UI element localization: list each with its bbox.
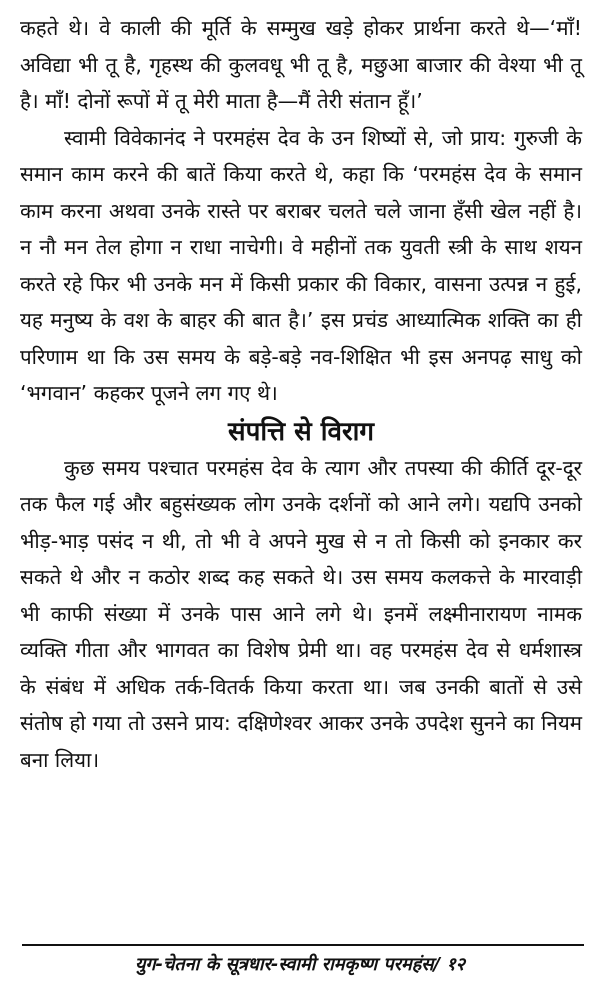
section-heading: संपत्ति से विराग bbox=[228, 416, 374, 447]
paragraph-1: कहते थे। वे काली की मूर्ति के सम्मुख खड़े होकर प्रार्थना करते थे—‘माँ! अविद्या भी तू है, गृहस्थ की कुलवधू भी तू है, मछुआ बाजार की वेश्या भी तू है। माँ! दोनों रूपों में तू मेरी माता है—मैं तेरी संतान हूँ।’ bbox=[20, 16, 582, 113]
footer-divider bbox=[22, 944, 584, 946]
page-body bbox=[20, 10, 582, 778]
paragraph-3: कुछ समय पश्चात परमहंस देव के त्याग और तपस्या की कीर्ति दूर-दूर तक फैल गई और बहुसंख्यक लोग उनके दर्शनों को आने लगे। यद्यपि उनको भीड़-भाड़ पसंद न थी, तो भी वे अपने मुख से न तो किसी को इनकार कर सकते थे और न कठोर शब्द कह सकते थे। उस समय कलकत्ते के मारवाड़ी भी काफी संख्या में उनके पास आने लगे थे। इनमें लक्ष्मीनारायण नामक व्यक्ति गीता और भागवत का विशेष प्रेमी था। वह परमहंस देव से धर्मशास्त्र के संबंध में अधिक तर्क-वितर्क किया करता था। जब उनकी बातों से उसे संतोष हो गया तो उसने प्राय: दक्षिणेश्वर आकर उनके उपदेश सुनने का नियम बना लिया। bbox=[20, 455, 582, 772]
page-footer: युग-चेतना के सूत्रधार-स्वामी रामकृष्ण परमहंस/ १२ bbox=[134, 954, 466, 975]
paragraph-2: स्वामी विवेकानंद ने परमहंस देव के उन शिष्यों से, जो प्राय: गुरुजी के समान काम करने की बातें किया करते थे, कहा कि ‘परमहंस देव के समान काम करना अथवा उनके रास्ते पर बराबर चलते चले जाना हँसी खेल नहीं है। न नौ मन तेल होगा न राधा नाचेगी। वे महीनों तक युवती स्त्री के साथ शयन करते रहे फिर भी उनके मन में किसी प्रकार की विकार, वासना उत्पन्न न हुई, यह मनुष्य के वश के बाहर की बात है।’ इस प्रचंड आध्यात्मिक शक्ति का ही परिणाम था कि उस समय के बड़े-बड़े नव-शिक्षित भी इस अनपढ़ साधु को ‘भगवान’ कहकर पूजने लग गए थे। bbox=[20, 125, 582, 405]
